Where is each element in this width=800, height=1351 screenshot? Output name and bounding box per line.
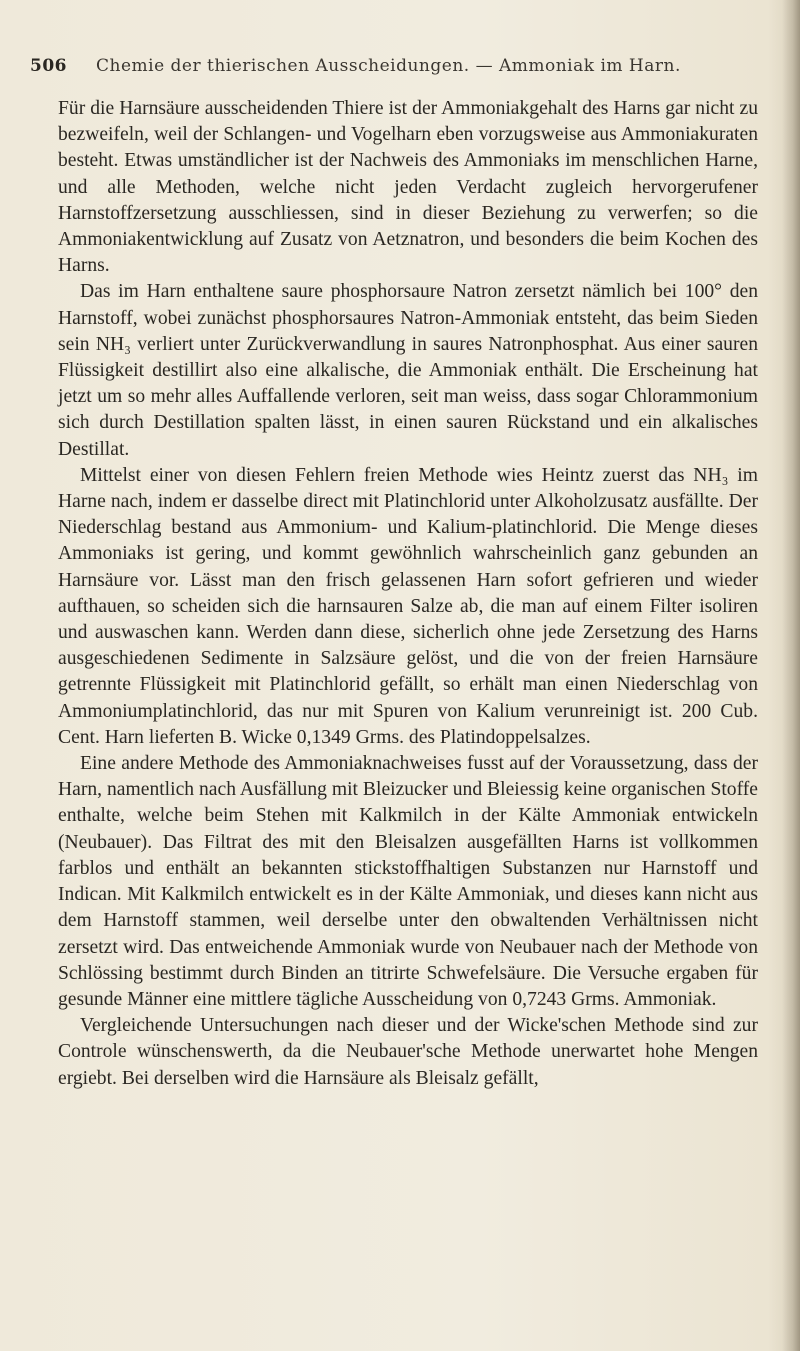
page-number: 506 [30, 56, 67, 76]
running-head: Chemie der thierischen Ausscheidungen. — Ammoniak im Harn. [96, 56, 681, 76]
paragraph-3: Mittelst einer von diesen Fehlern freien Methode wies Heintz zuerst das NH₃ im Harne nach, indem er dasselbe direct mit Platinchlorid unter Alkoholzusatz ausfällte. Der Niederschlag bestand aus Ammonium- und Kalium-platinchlorid. Die Menge dieses Ammoniaks ist gering, und kommt gewöhnlich wahrscheinlich ganz gebunden an Harnsäure vor. Lässt man den frisch gelassenen Harn sofort gefrieren und wieder aufthauen, so scheiden sich die harnsauren Salze ab, die man auf einem Filter isoliren und auswaschen kann. Werden dann diese, sicherlich ohne jede Zersetzung des Harns ausgeschiedenen Sedimente in Salzsäure gelöst, und die von der freien Harnsäure getrennte Flüssigkeit mit Platinchlorid gefällt, so erhält man einen Niederschlag von Ammoniumplatinchlorid, das nur mit Spuren von Kalium verunreinigt ist. 200 Cub. Cent. Harn lieferten B. Wicke 0,1349 Grms. des Platindoppelsalzes. [58, 464, 758, 748]
page-edge-shadow [782, 0, 800, 1351]
paragraph-5: Vergleichende Untersuchungen nach dieser und der Wicke'schen Methode sind zur Controle wünschenswerth, da die Neubauer'sche Methode unerwartet hohe Mengen ergiebt. Bei derselben wird die Harnsäure als Bleisalz gefällt, [58, 1015, 758, 1089]
paragraph-1: Für die Harnsäure ausscheidenden Thiere ist der Ammoniakgehalt des Harns gar nicht zu bezweifeln, weil der Schlangen- und Vogelharn eben vorzugsweise aus Ammoniakuraten besteht. Etwas umständlicher ist der Nachweis des Ammoniaks im menschlichen Harne, und alle Methoden, welche nicht jeden Verdacht zugleich hervorgerufener Harnstoffzersetzung ausschliessen, sind in dieser Beziehung zu verwerfen; so die Ammoniakentwicklung auf Zusatz von Aetznatron, und besonders die beim Kochen des Harns. [58, 98, 758, 277]
page-header [30, 56, 730, 84]
paragraph-4: Eine andere Methode des Ammoniaknachweises fusst auf der Voraussetzung, dass der Harn, namentlich nach Ausfällung mit Bleizucker und Bleiessig keine organischen Stoffe enthalte, welche beim Stehen mit Kalkmilch in der Kälte Ammoniak entwickeln (Neubauer). Das Filtrat des mit den Bleisalzen ausgefällten Harns ist vollkommen farblos und enthält an bekannten stickstoffhaltigen Substanzen nur Harnstoff und Indican. Mit Kalkmilch entwickelt es in der Kälte Ammoniak, und dieses kann nicht aus dem Harnstoff stammen, weil derselbe unter den obwaltenden Verhältnissen nicht zersetzt wird. Das entweichende Ammoniak wurde von Neubauer nach der Methode von Schlössing bestimmt durch Binden an titrirte Schwefelsäure. Die Versuche ergaben für gesunde Männer eine mittlere tägliche Ausscheidung von 0,7243 Grms. Ammoniak. [58, 753, 758, 1010]
paragraph-2: Das im Harn enthaltene saure phosphorsaure Natron zersetzt nämlich bei 100° den Harnstoff, wobei zunächst phosphorsaures Natron-Ammoniak entsteht, das beim Sieden sein NH₃ verliert unter Zurückverwandlung in saures Natronphosphat. Aus einer sauren Flüssigkeit destillirt also eine alkalische, die Ammoniak enthält. Die Erscheinung hat jetzt um so mehr alles Auffallende verloren, seit man weiss, dass sogar Chlorammonium sich durch Destillation spalten lässt, in einen sauren Rückstand und ein alkalisches Destillat. [58, 281, 758, 460]
body-text [58, 96, 758, 1092]
